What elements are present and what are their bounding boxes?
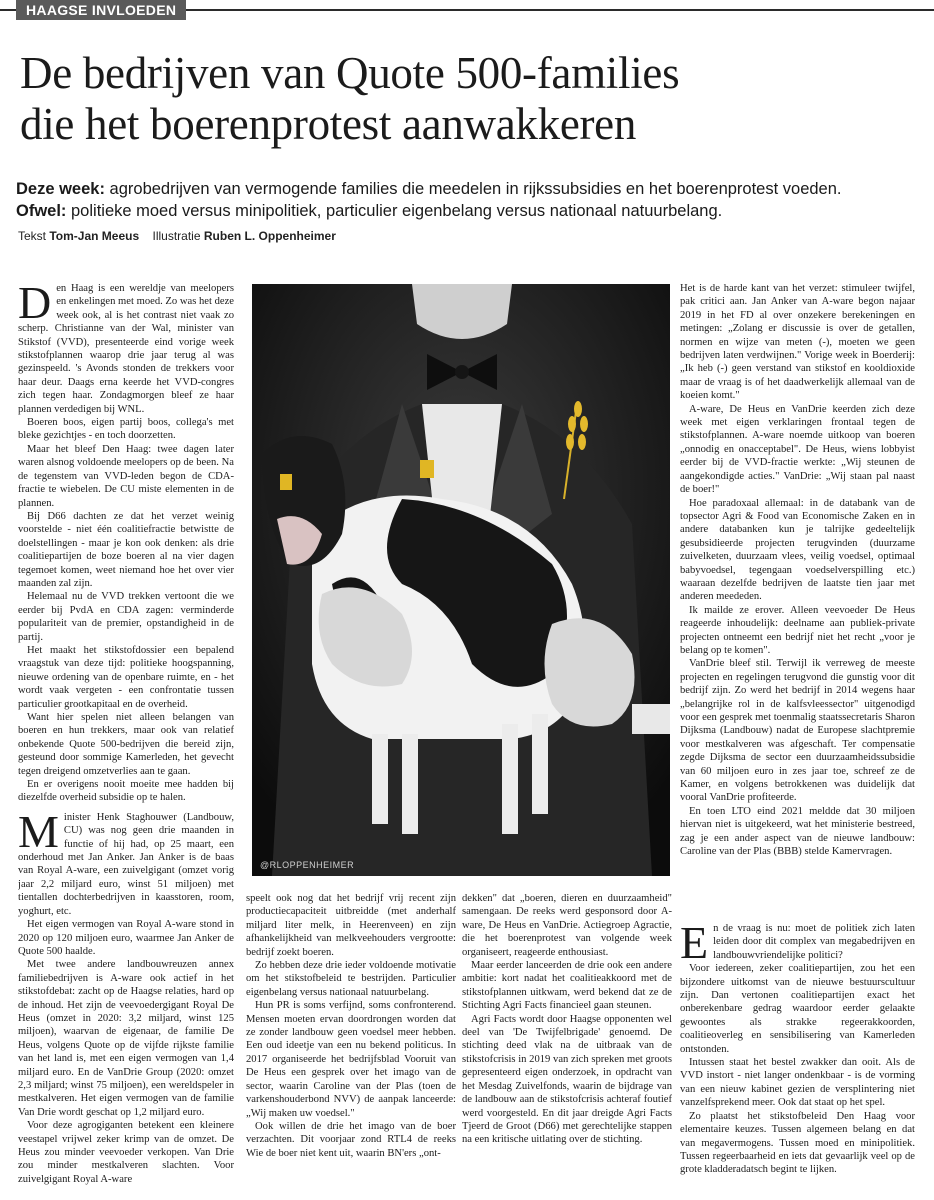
article-column-2 [246,892,456,1200]
paragraph: n de vraag is nu: moet de politiek zich laten leiden door dit complex van megabedrijven en landbouwvriendelijke politici? [713,923,915,961]
credit-illo-label: Illustratie [152,229,201,243]
deck-line-2 [16,200,921,222]
paragraph: Helemaal nu de VVD trekken vertoont die we eerder bij PvdA en CDA zagen: verminderde populariteit van de premier, opstandigheid in de partij. [18,591,234,643]
paragraph: Maar het bleef Den Haag: twee dagen later waren alsnog voldoende meelopers op de been. Na de tegenstem van VVD-leden begon de CDA-fractie te wiebelen. De CU miste elementen in de plannen. [18,443,234,509]
dropcap-e: E [680,922,709,968]
paragraph: Intussen staat het bestel zwakker dan ooit. Als de VVD instort - niet langer ondenkbaar - is de vorming van een nieuw kabinet gezien de versplintering niet vanzelfsprekend meer. Ook dat staat op het spel. [680,1057,915,1109]
cow-leg [532,714,548,814]
deck [16,178,921,222]
paragraph: Agri Facts wordt door Haagse opponenten wel deel van 'De Twijfelbrigade' genoemd. De stichting deed vlak na de uitbraak van de stikstofcrisis in 2019 van zich spreken met groots gepresenteerd eigen onderzoek, in opdracht van het Mesdag Zuivelfonds, waarin de bijdrage van de landbouw aan de stikstofcrisis achteraf foutief werd voorgesteld. En dit jaar dreigde Agri Facts Tjeerd de Groot (D66) met gerechtelijke stappen na een kritische uitlating over de stichting. [462,1013,672,1146]
paragraph: En toen LTO eind 2021 meldde dat 30 miljoen hiervan niet is uitgekeerd, wat het ministerie bestreed, zag je een ander aspect van de nieuwe landbouw: Caroline van der Plas (BBB) stelde Kamervragen. [680,805,915,858]
bow-tie-knot [455,365,469,379]
cow-leg [502,724,518,834]
paragraph: Bij D66 dachten ze dat het verzet weinig voorstelde - niet één coalitiefractie betwistte de doelstellingen - maar je kon ook denken: als drie coalitiepartijen de boze boeren al na vier dagen tegemoet komen, weet niemand hoe het over vier maanden zal zijn. [18,510,234,589]
headline [20,48,920,150]
paragraph: en Haag is een wereldje van meelopers en enkelingen met moed. Zo was het deze week ook, al is het contrast niet vaak zo scherp. Christianne van der Wal, minister van Stikstof (VVD), presenteerde eind vorige week stikstofplannen waarop drie jaar terug al was gezinspeeld. 's Avonds stonden de trekkers voor haar deur. Daags erna keerde het VVD-congres zich tegen haar. Zondagmorgen bleef ze haar plannen verdedigen bij WNL. [18,283,234,415]
paragraph: Met twee andere landbouwreuzen annex familiebedrijven is A-ware ook actief in het stikstofdebat: zacht op de Haagse relaties, hard op de inhoud. Het zijn de veevoedergigant Royal De Heus (omzet in 2020: 3,2 miljard, winst 125 miljoen), waarvan de eigenaar, de familie De Heus, volgens Quote op de vijfde rijkste familie van het land is, met een eigen vermogen van 1,4 miljard euro. En de VanDrie Group (2020: omzet 2,3 miljard; winst 75 miljoen), een wereldspeler in mestkalveren. Het eigen vermogen van de familie Van Drie wordt geschat op 1,2 miljard euro. [18,959,234,1118]
paragraph: Zo hebben deze drie ieder voldoende motivatie om het stikstofbeleid te bestrijden. Particulier eigenbelang versus nationaal natuurbelang. [246,960,456,998]
shirt-cuff [632,704,670,734]
dropcap-d: D [18,282,52,328]
paragraph: inister Henk Staghouwer (Landbouw, CU) was nog geen drie maanden in functie of hij had, op 25 maart, een onderhoud met Jan Anker. Jan Anker is de baas van Royal A-ware, een zuivelgigant (omzet vorig jaar 2,2 miljard euro, winst 51 miljoen) met tientallen dochterbedrijven in kaasstoren, room, yoghurt, etc. [18,811,234,917]
paragraph: Maar eerder lanceerden de drie ook een andere ambitie: kort nadat het coalitieakkoord met de stikstofplannen uitkwam, werd bekend dat ze de Stichting Agri Facts financieel gaan steunen. [462,960,672,1012]
credit-author: Tom-Jan Meeus [49,229,140,243]
paragraph: Voor iedereen, zeker coalitiepartijen, zou het een bijzondere uitkomst van de nieuwe bestuurscultuur zijn. Dan vertonen coalitiepartijen exact het onberekenbare gedrag waardoor eerder gelaakte gewoontes als strakke regeerakkoorden, coalitieoverleg en sensibilisering van Kamerleden ontstonden. [680,963,915,1055]
headline-line-2: die het boerenprotest aanwakkeren [20,99,637,149]
paragraph: Het is de harde kant van het verzet: stimuleer twijfel, pak critici aan. Jan Anker van A-ware begon najaar 2019 in het FD al over onzekere berekeningen en metingen: „Zolang er discussie is over de getallen, normen en wijze van meten (-), moeten we geen bedrijven laten verdwijnen." Vorige week in Boerderij: „Ik heb (-) geen verstand van stikstof en kooldioxide maar de vraag is of het daadwerkelijk allemaal van de koeien komt." [680,283,915,402]
paragraph: En er overigens nooit moeite mee hadden bij diezelfde overheid subsidie op te halen. [18,779,234,804]
deck-text-2: politieke moed versus minipolitiek, particulier eigenbelang versus nationaal natuurbelang. [66,202,723,220]
paragraph: Het eigen vermogen van Royal A-ware stond in 2020 op 120 miljoen euro, waarmee Jan Anker de Quote 500 haalde. [18,919,234,957]
dropcap-m: M [18,805,59,857]
paragraph: Het maakt het stikstofdossier een bepalend vraagstuk van deze tijd: politieke hoogspanning, nieuwe ordening van de openbare ruimte, en - het wordt vaak vergeten - een confrontatie tussen particulier grootkapitaal en de overheid. [18,644,234,710]
credits [18,228,718,244]
cow-leg [372,734,388,824]
illustration-art [252,284,670,876]
illustration-signature: @RLOPPENHEIMER [260,860,355,870]
headline-line-1: De bedrijven van Quote 500-families [20,48,680,98]
paragraph: Hun PR is soms verfijnd, soms confronterend. Mensen moeten ervan doordrongen worden dat ze zonder landbouw geen voedsel meer hebben. Een oud ideetje van een nu bekend politicus. In 2017 organiseerde het bedrijfsblad Vooruit van De Heus een gesprek over het imago van de sector, waarin Caroline van der Plas (toen de varkenshouderbond NVV) de aanpak lanceerde: „Wij maken uw voedsel." [246,1000,456,1119]
paragraph: VanDrie bleef stil. Terwijl ik verreweg de meeste projecten en regelingen terugvond die gunstig voor dit bedrijf zijn. Zo werd het bedrijf in 2014 wegens haar „belangrijke rol in de kalfsvleessector" uitgenodigd voor een gesprek met toenmalig staatssecretaris Sharon Dijksma (Landbouw) nadat de Europese slachtpremie voor mestkalveren was afgeschaft. Ter compensatie zegde Dijksma de sector een duurzaamheidssubsidie van 60 miljoen euro in zes jaar toe, schreef ze de Kamer, en volgens betrokkenen was duidelijk dat vooral VanDrie profiteerde. [680,658,915,804]
paragraph: Ook willen de drie het imago van de boer verzachten. Dit voorjaar zond RTL4 de reeks Wie de boer niet kent uit, waarin BN'ers „ont- [246,1120,456,1159]
paragraph: A-ware, De Heus en VanDrie keerden zich deze week met eigen verklaringen frontaal tegen de stikstofplannen. A-ware noemde uitkoop van boeren „onnodig en onacceptabel". De Heus, wiens lobbyist eerder bij de VVD-fractie werkte: „Wij steunen de aangekondigde acties." VanDrie: „Wij staan pal naast de boer!" [680,403,915,496]
article-column-3 [462,892,672,1200]
paragraph: Hoe paradoxaal allemaal: in de databank van de topsector Agri & Food van Economische Zaken en in andere databanken kun je talrijke gedeeltelijk gesubsidieerde projecten terugvinden (duurzame zuivelketen, duurzaam vlees, veilig voedsel, optimaal babyvoedsel, tegengaan voedselverspilling etc.) waaraan dezelfde bedrijven de laatste tien jaar met anderen meededen. [680,497,915,603]
illustration [252,284,670,876]
article-column-4-continued [680,922,915,1200]
paragraph: speelt ook nog dat het bedrijf vrij recent zijn productiecapaciteit uitbreidde (met anderhalf miljard liter melk, in Heerenveen) en zijn afhankelijkheid van melkveehouders vergrootte: bedrijf zoekt boeren. [246,893,456,958]
deck-label-2: Ofwel: [16,202,67,220]
paragraph: Ik mailde ze erover. Alleen veevoeder De Heus reageerde inhoudelijk: deelname aan publiek-private projecten ontneemt een bedrijf niet het recht „voor je belang op te komen". [680,604,915,656]
cow-leg [402,734,418,834]
credit-text-label: Tekst [18,229,47,243]
ear-tag-left [280,474,292,490]
article-column-1 [18,282,234,1200]
article-column-4 [680,282,915,910]
paragraph: Boeren boos, eigen partij boos, collega's met bleke gezichtjes - en toch doorzetten. [18,417,234,442]
credit-illustrator: Ruben L. Oppenheimer [203,229,336,243]
deck-text-1: agrobedrijven van vermogende families die meedelen in rijkssubsidies en het boerenprotest voeden. [104,180,842,198]
paragraph: dekken" dat „boeren, dieren en duurzaamheid" samengaan. De reeks werd gesponsord door A-ware, De Heus en VanDrie. Actiegroep Agractie, die het boerenprotest van volgende week organiseert, reageerde enthousiast. [462,893,672,958]
ear-tag-right [420,460,434,478]
paragraph: Want hier spelen niet alleen belangen van boeren en hun trekkers, maar ook van relatief onbekende Quote 500-bedrijven die bereid zijn, gesteund door sommige Kamerleden, het gevecht tegen dreigend omzetverlies aan te gaan. [18,712,234,777]
section-bar [0,0,934,20]
deck-label-1: Deze week: [16,180,105,198]
deck-line-1 [16,178,921,200]
paragraph: Zo plaatst het stikstofbeleid Den Haag voor elementaire keuzes. Tussen algemeen belang en dat van megavermogens. Tussen moed en minipolitiek. Tussen regeerbaarheid en iets dat gevaarlijk veel op de grote kladderadatsch begint te lijken. [680,1110,915,1176]
section-tag: HAAGSE INVLOEDEN [16,0,186,20]
paragraph: Voor deze agrogiganten betekent een kleinere veestapel vrijwel zeker krimp van de omzet. De Heus zou minder veevoeder verkopen. Van Drie zou minder mestkalveren slachten. Voor zuivelgigant Royal A-ware [18,1120,234,1185]
